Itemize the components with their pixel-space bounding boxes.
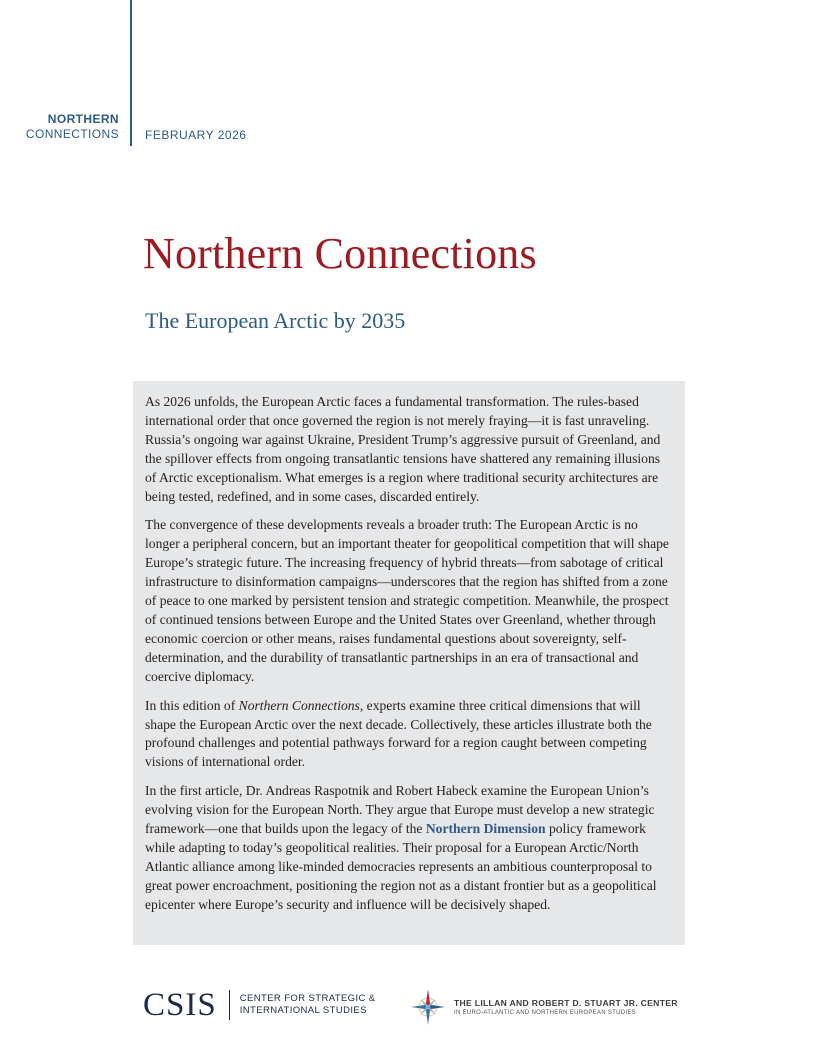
series-name-line2: CONNECTIONS <box>25 127 119 141</box>
stuart-center-logo <box>410 987 678 1027</box>
header-divider-line <box>130 0 132 146</box>
p3-text-before: In this edition of <box>145 697 239 713</box>
csis-name-line2: INTERNATIONAL STUDIES <box>239 1005 367 1016</box>
csis-logo <box>143 987 376 1023</box>
csis-full-name <box>240 993 376 1017</box>
publication-name-italic: Northern Connections <box>238 697 360 713</box>
stuart-center-name-line2: IN EURO-ATLANTIC AND NORTHERN EUROPEAN STUDIES <box>454 1010 636 1016</box>
stuart-center-name <box>454 998 678 1016</box>
p4-text-after: policy framework while adapting to today’s geopolitical realities. Their proposal for a European Arctic/North Atlantic alliance among like-minded democracies represents an ambitious counterproposal to great power encroachment, positioning the region not as a distant frontier but as a geopolitical epicenter where Europe’s security and influence will be decisively shaped. <box>145 821 657 912</box>
page-subtitle: The European Arctic by 2035 <box>145 308 406 333</box>
northern-dimension-link[interactable]: Northern Dimension <box>425 821 546 837</box>
intro-paragraph-3 <box>145 697 673 773</box>
p3-text-after: , experts examine three critical dimensions that will shape the European Arctic over the next decade. Collectively, these articles illustrate both the profound challenges and potential pathways forward for a region caught between competing visions of international order. <box>145 697 652 770</box>
stuart-center-name-line1: THE LILLAN AND ROBERT D. STUART JR. CENTER <box>454 998 678 1008</box>
csis-name-line1: CENTER FOR STRATEGIC & <box>239 993 376 1004</box>
intro-paragraph-2: The convergence of these developments reveals a broader truth: The European Arctic is no longer a peripheral concern, but an important theater for geopolitical competition that will shape Europe’s strategic future. The increasing frequency of hybrid threats—from sabotage of critical infrastructure to disinformation campaigns—underscores that the region has shifted from a zone of peace to one marked by persistent tension and strategic competition. Meanwhile, the prospect of continued tensions between Europe and the United States over Greenland, whether through economic coercion or other means, raises fundamental questions about sovereignty, self-determination, and the durability of transatlantic partnerships in an era of transactional and coercive diplomacy. <box>145 517 669 684</box>
csis-logo-divider <box>229 990 230 1020</box>
csis-wordmark: CSIS <box>143 987 217 1023</box>
p4-text-before: In the first article, Dr. Andreas Raspotnik and Robert Habeck examine the European Union’s evolving vision for the European North. They argue that Europe must develop a new strategic framework—one that builds upon the legacy of the <box>145 783 655 837</box>
intro-box <box>133 381 685 945</box>
intro-paragraph-1: As 2026 unfolds, the European Arctic faces a fundamental transformation. The rules-based international order that once governed the region is not merely fraying—it is fast unraveling. Russia’s ongoing war against Ukraine, President Trump’s aggressive pursuit of Greenland, and the spillover effects from ongoing transatlantic tensions have shattered any remaining illusions of Arctic exceptionalism. What emerges is a region where traditional security architectures are being tested, redefined, and in some cases, discarded entirely. <box>145 394 661 504</box>
series-name <box>26 112 119 142</box>
page-title: Northern Connections <box>143 229 537 278</box>
series-name-line1: NORTHERN <box>47 112 119 126</box>
compass-rose-icon <box>410 987 446 1027</box>
publication-date: FEBRUARY 2026 <box>145 128 247 142</box>
intro-paragraph-4 <box>145 782 673 914</box>
